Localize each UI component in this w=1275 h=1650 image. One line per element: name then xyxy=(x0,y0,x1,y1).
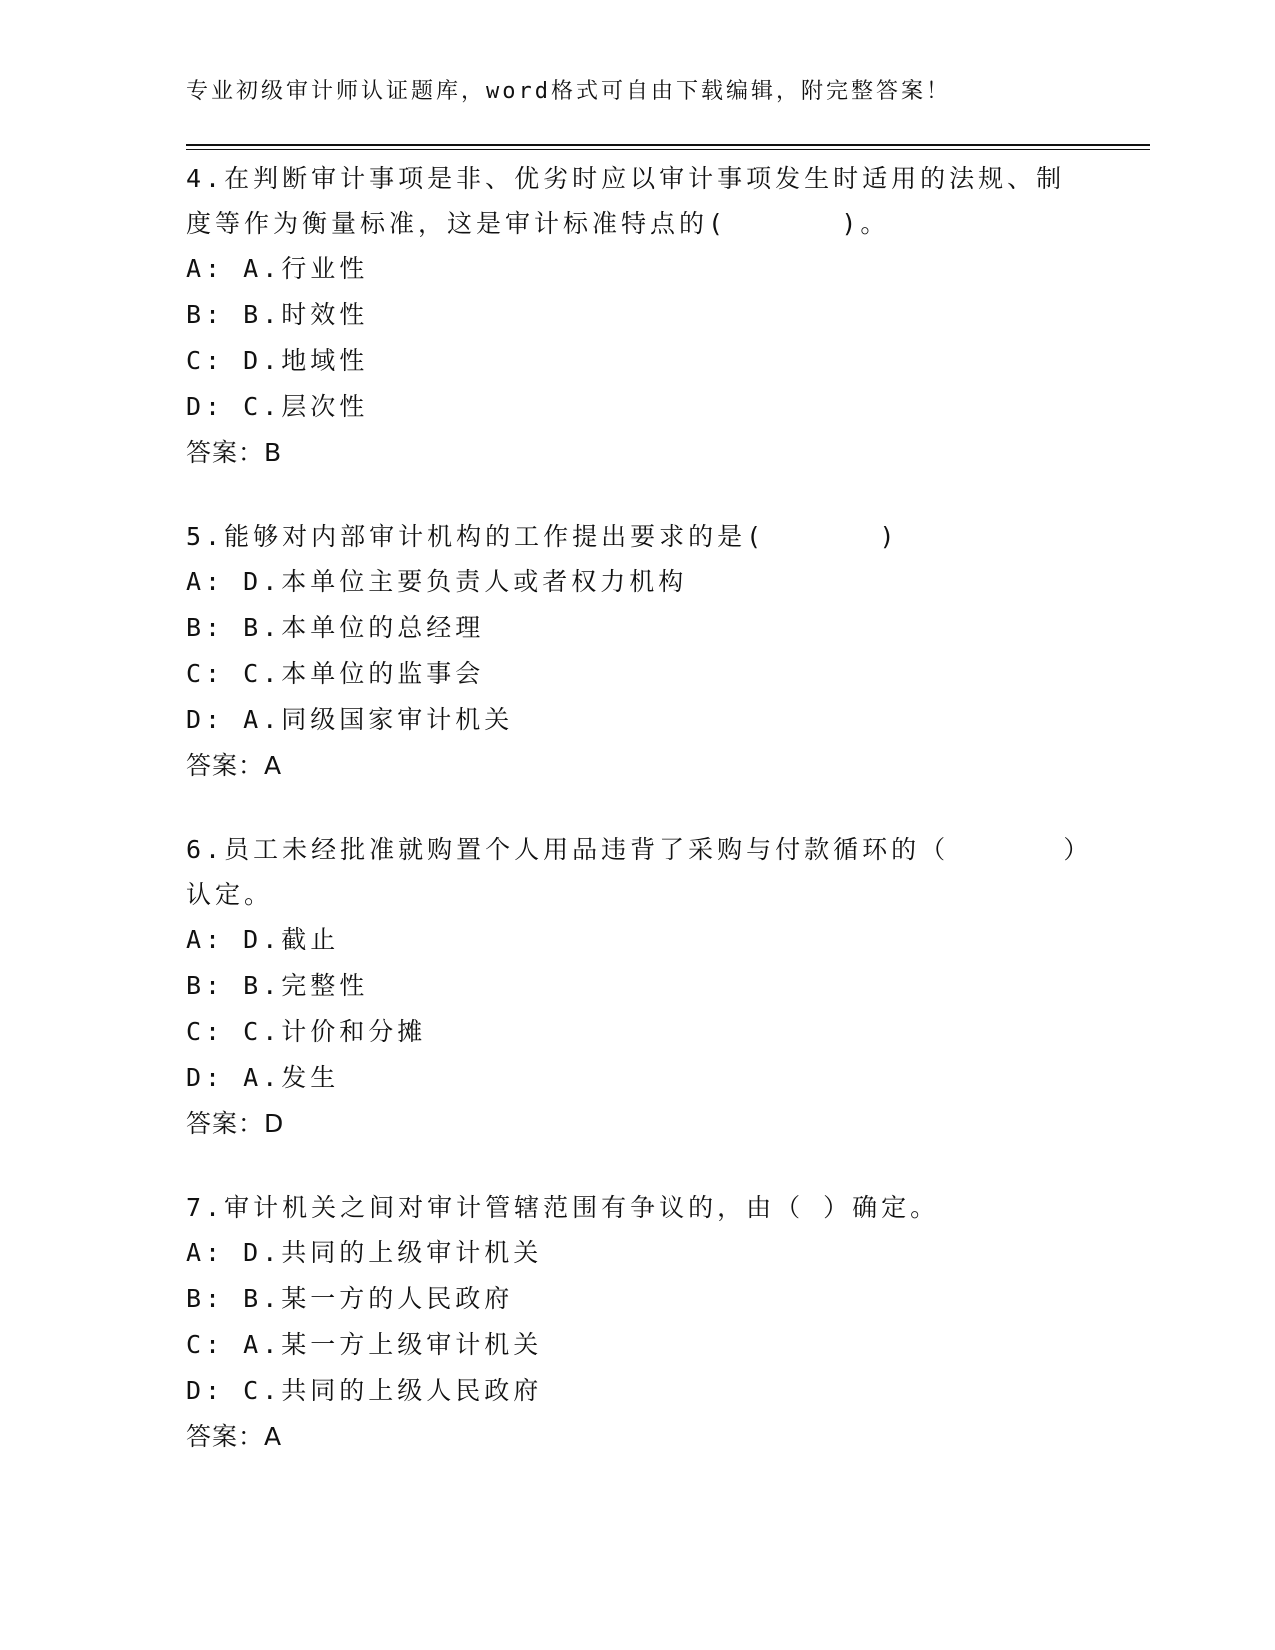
question-stem: 6.员工未经批准就购置个人用品违背了采购与付款循环的（ ）认定。 xyxy=(186,835,1080,909)
answer: 答案：A xyxy=(186,751,283,780)
option-d: D: C.层次性 xyxy=(186,392,369,421)
spacer xyxy=(186,789,1086,827)
question-stem: 7.审计机关之间对审计管辖范围有争议的，由（ ）确定。 xyxy=(186,1193,940,1222)
question-stem: 4.在判断审计事项是非、优劣时应以审计事项发生时适用的法规、制度等作为衡量标准，这是审计标准特点的( )。 xyxy=(186,164,1066,238)
option-c: C: C.计价和分摊 xyxy=(186,1017,427,1046)
option-a: A: D.截止 xyxy=(186,925,340,954)
answer: 答案：B xyxy=(186,438,283,467)
option-b: B: B.本单位的总经理 xyxy=(186,613,485,642)
option-b: B: B.时效性 xyxy=(186,300,369,329)
option-c: C: D.地域性 xyxy=(186,346,369,375)
question-4 xyxy=(186,156,1086,476)
question-list xyxy=(186,156,1086,1460)
option-d: D: A.发生 xyxy=(186,1063,340,1092)
question-7 xyxy=(186,1185,1086,1460)
option-b: B: B.完整性 xyxy=(186,971,369,1000)
header-rule xyxy=(186,144,1150,146)
page-header: 专业初级审计师认证题库，word格式可自由下载编辑，附完整答案！ xyxy=(186,79,951,104)
option-c: C: A.某一方上级审计机关 xyxy=(186,1330,543,1359)
spacer xyxy=(186,1147,1086,1185)
question-6 xyxy=(186,827,1086,1147)
option-d: D: A.同级国家审计机关 xyxy=(186,705,514,734)
option-c: C: C.本单位的监事会 xyxy=(186,659,485,688)
question-stem: 5.能够对内部审计机构的工作提出要求的是( ) xyxy=(186,522,899,551)
answer: 答案：D xyxy=(186,1109,285,1138)
option-d: D: C.共同的上级人民政府 xyxy=(186,1376,543,1405)
answer: 答案：A xyxy=(186,1422,283,1451)
option-b: B: B.某一方的人民政府 xyxy=(186,1284,514,1313)
question-5 xyxy=(186,514,1086,789)
option-a: A: D.共同的上级审计机关 xyxy=(186,1238,543,1267)
spacer xyxy=(186,476,1086,514)
option-a: A: A.行业性 xyxy=(186,254,369,283)
header-rule-thin xyxy=(186,149,1150,150)
option-a: A: D.本单位主要负责人或者权力机构 xyxy=(186,567,688,596)
